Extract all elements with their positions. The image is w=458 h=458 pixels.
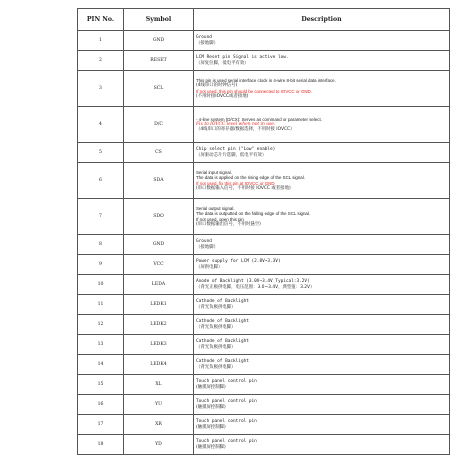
- pin-description: [194, 107, 450, 143]
- description-line: （背光负极供电脚）: [196, 304, 236, 310]
- description-line: Serial output signal.: [196, 206, 235, 212]
- description-line: Anode of Backlight (3.0V~3.4V Typical:3.2V): [196, 279, 310, 285]
- pin-symbol: LEDK1: [124, 295, 194, 315]
- pin-number: 11: [78, 295, 124, 315]
- pin-symbol: RESET: [124, 51, 194, 71]
- table-row: [78, 315, 450, 335]
- pin-number: 1: [78, 31, 124, 51]
- pin-symbol: XL: [124, 375, 194, 395]
- pin-symbol: SDO: [124, 199, 194, 235]
- pin-symbol: GND: [124, 235, 194, 255]
- table-row: [78, 143, 450, 163]
- table-header: [78, 9, 450, 31]
- pin-symbol: YD: [124, 435, 194, 455]
- table-row: [78, 31, 450, 51]
- description-line: （屏供电脚）: [196, 264, 223, 270]
- pin-symbol: CS: [124, 143, 194, 163]
- pin-symbol: LEDA: [124, 275, 194, 295]
- pin-description: [194, 335, 450, 355]
- pin-number: 18: [78, 435, 124, 455]
- pin-number: 13: [78, 335, 124, 355]
- pin-description: [194, 415, 450, 435]
- pin-symbol: D/C: [124, 107, 194, 143]
- description-line: (触摸屏控制脚): [196, 424, 226, 430]
- description-line: Touch panel control pin: [196, 399, 257, 405]
- pin-description: [194, 395, 450, 415]
- pin-description: [194, 143, 450, 163]
- description-line: Fix to IOVCC level when not in use.: [196, 121, 276, 127]
- pin-description: [194, 275, 450, 295]
- pin-description: [194, 31, 450, 51]
- description-line: Touch panel control pin: [196, 419, 257, 425]
- description-line: If not used, open this pin: [196, 216, 244, 222]
- header-pin-no: PIN No.: [78, 9, 124, 31]
- header-symbol: Symbol: [124, 9, 194, 31]
- pin-description: [194, 315, 450, 335]
- pin-description: [194, 51, 450, 71]
- pin-number: 2: [78, 51, 124, 71]
- pin-number: 16: [78, 395, 124, 415]
- description-line: (触摸屏控制脚): [196, 404, 226, 410]
- pin-number: 3: [78, 71, 124, 107]
- header-row: [78, 9, 450, 31]
- description-line: (串口数据输入信号，不用时接 IOVCC 或者接地): [196, 185, 291, 191]
- pin-number: 9: [78, 255, 124, 275]
- description-line: (触摸屏控制脚): [196, 384, 226, 390]
- table-row: [78, 395, 450, 415]
- description-line: Cathode of Backlight: [196, 319, 249, 325]
- description-line: （背光正极供电脚，电压范围：3.0~3.4V，典型值：3.2V）: [196, 284, 315, 290]
- table-row: [78, 51, 450, 71]
- description-line: Cathode of Backlight: [196, 359, 249, 365]
- header-description: Description: [194, 9, 450, 31]
- table-row: [78, 163, 450, 199]
- pin-number: 6: [78, 163, 124, 199]
- table-row: [78, 235, 450, 255]
- description-line: （4线串口的寄存器/数据选择，不用时接 IOVCC）: [196, 127, 295, 133]
- pin-number: 17: [78, 415, 124, 435]
- description-line: Power supply for LCM (2.8V~3.3V): [196, 259, 281, 265]
- description-line: Cathode of Backlight: [196, 299, 249, 305]
- description-line: This pin is used serial interface clock in 4-wire 8-bit serial data interface.: [196, 78, 336, 84]
- pin-number: 5: [78, 143, 124, 163]
- description-line: Ground: [196, 239, 212, 245]
- table-row: [78, 107, 450, 143]
- description-line: （屏复位脚，低电平有效）: [196, 60, 249, 66]
- pin-number: 14: [78, 355, 124, 375]
- pin-description: [194, 375, 450, 395]
- table-body: [78, 31, 450, 455]
- table-row: [78, 435, 450, 455]
- pin-number: 15: [78, 375, 124, 395]
- description-line: Touch panel control pin: [196, 439, 257, 445]
- description-line: LCM Reset pin Signal is active low.: [196, 55, 289, 61]
- table-row: [78, 295, 450, 315]
- pin-symbol: GND: [124, 31, 194, 51]
- description-line: (串口数据输出信号，不用时悬空): [196, 221, 261, 227]
- pin-description: [194, 255, 450, 275]
- description-line: (触摸屏控制脚): [196, 444, 226, 450]
- pin-symbol: XR: [124, 415, 194, 435]
- description-line: If not used, this pin should be connected to IOVCC or GND.: [196, 88, 312, 94]
- pin-description: [194, 295, 450, 315]
- description-line: The data is outputted on the falling edge of the SCL signal.: [196, 211, 311, 217]
- pin-symbol: LEDK3: [124, 335, 194, 355]
- table-row: [78, 199, 450, 235]
- pin-definition-table: [77, 8, 450, 455]
- pin-description: [194, 163, 450, 199]
- table-row: [78, 415, 450, 435]
- pin-symbol: YU: [124, 395, 194, 415]
- pin-description: [194, 355, 450, 375]
- table-row: [78, 355, 450, 375]
- pin-number: 10: [78, 275, 124, 295]
- description-line: （接地脚）: [196, 244, 218, 250]
- pin-symbol: SDA: [124, 163, 194, 199]
- table-row: [78, 71, 450, 107]
- description-line: Serial input signal.: [196, 170, 232, 176]
- description-line: Ground: [196, 35, 212, 41]
- description-line: (4线串口的时钟信号): [196, 83, 238, 89]
- table-row: [78, 275, 450, 295]
- description-line: （背光负极供电脚）: [196, 364, 236, 370]
- description-line: （背光负极供电脚）: [196, 324, 236, 330]
- description-line: If not used, fix this pin at IOVCC or GND: [196, 180, 275, 186]
- pin-symbol: VCC: [124, 255, 194, 275]
- table-row: [78, 335, 450, 355]
- pin-description: [194, 235, 450, 255]
- description-line: Cathode of Backlight: [196, 339, 249, 345]
- description-line: （背光负极供电脚）: [196, 344, 236, 350]
- table-row: [78, 375, 450, 395]
- pin-number: 7: [78, 199, 124, 235]
- description-line: (不用时接IOVCC或者接地): [196, 93, 249, 99]
- description-line: Touch panel control pin: [196, 379, 257, 385]
- description-line: Chip select pin ("Low" enable): [196, 147, 276, 153]
- pin-symbol: LEDK4: [124, 355, 194, 375]
- pin-description: [194, 435, 450, 455]
- pin-number: 8: [78, 235, 124, 255]
- table-row: [78, 255, 450, 275]
- pin-symbol: SCL: [124, 71, 194, 107]
- description-line: - 4-line system (D/CX): Serves as command or parameter select.: [196, 116, 322, 122]
- pin-number: 12: [78, 315, 124, 335]
- pin-description: [194, 199, 450, 235]
- pin-symbol: LEDK2: [124, 315, 194, 335]
- description-line: The data is applied on the rising edge of the SCL signal.: [196, 175, 305, 181]
- description-line: （接地脚）: [196, 40, 218, 46]
- pin-description: [194, 71, 450, 107]
- pin-number: 4: [78, 107, 124, 143]
- description-line: （屏驱动芯片片选脚，低电平有效）: [196, 152, 267, 158]
